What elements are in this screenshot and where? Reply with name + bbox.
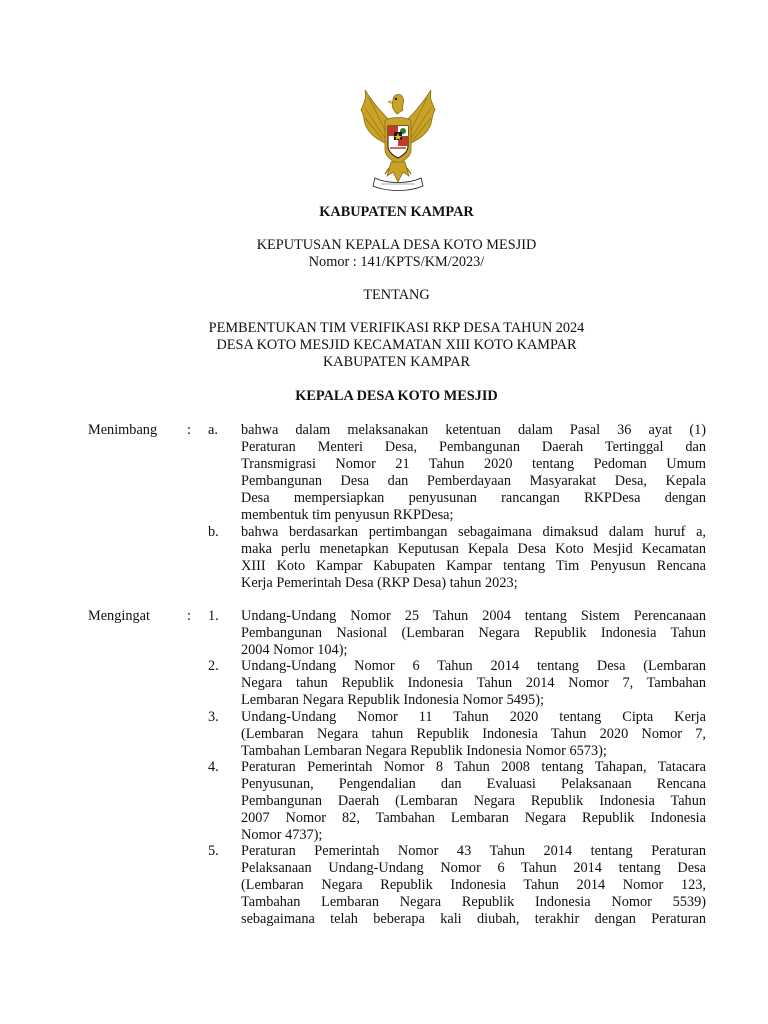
- subject-line-1: PEMBENTUKAN TIM VERIFIKASI RKP DESA TAHUN 2024: [208, 320, 585, 336]
- regency-heading: KABUPATEN KAMPAR: [319, 204, 474, 220]
- text-line: Pembangunan Nasional (Lembaran Negara Republik Indonesia Tahun: [241, 625, 706, 641]
- menimbang-colon: :: [187, 422, 191, 438]
- text-line: 2004 Nomor 104);: [241, 642, 348, 658]
- text-line: Undang-Undang Nomor 11 Tahun 2020 tentang Cipta Kerja: [241, 709, 706, 725]
- text-line: Undang-Undang Nomor 25 Tahun 2004 tentang Sistem Perencanaan: [241, 608, 706, 624]
- mengingat-item-3: [241, 709, 706, 760]
- menimbang-item-b: [241, 524, 706, 592]
- text-line: Nomor 4737);: [241, 827, 323, 843]
- text-line: maka perlu menetapkan Keputusan Kepala Desa Koto Mesjid Kecamatan: [241, 541, 706, 557]
- menimbang-item-a: [241, 422, 706, 524]
- text-line: Peraturan Pemerintah Nomor 8 Tahun 2008 tentang Tahapan, Tatacara: [241, 759, 706, 775]
- text-line: (Lembaran Negara Republik Indonesia Tahun 2014 Nomor 123,: [241, 877, 706, 893]
- text-line: sebagaimana telah beberapa kali diubah, terakhir dengan Peraturan: [241, 911, 706, 927]
- mengingat-marker-2: 2.: [208, 658, 219, 674]
- mengingat-item-4: [241, 759, 706, 844]
- mengingat-item-2: [241, 658, 706, 709]
- text-line: 2007 Nomor 82, Tambahan Lembaran Negara Republik Indonesia: [241, 810, 706, 826]
- decree-number: Nomor : 141/KPTS/KM/2023/: [308, 254, 485, 270]
- subject-line-3: KABUPATEN KAMPAR: [322, 354, 471, 370]
- mengingat-marker-5: 5.: [208, 843, 219, 859]
- mengingat-label: Mengingat: [88, 608, 150, 624]
- mengingat-marker-1: 1.: [208, 608, 219, 624]
- text-line: Tambahan Lembaran Negara Republik Indonesia Nomor 5539): [241, 894, 706, 910]
- mengingat-marker-4: 4.: [208, 759, 219, 775]
- decree-title: KEPUTUSAN KEPALA DESA KOTO MESJID: [256, 237, 537, 253]
- mengingat-item-1: [241, 608, 706, 659]
- text-line: Peraturan Pemerintah Nomor 43 Tahun 2014 tentang Peraturan: [241, 843, 706, 859]
- text-line: Penyusunan, Pengendalian dan Evaluasi Pelaksanaan Rencana: [241, 776, 706, 792]
- text-line: (Lembaran Negara tahun Republik Indonesia Tahun 2020 Nomor 7,: [241, 726, 706, 742]
- text-line: Pembangunan Desa dan Pemberdayaan Masyarakat Desa, Kepala: [241, 473, 706, 489]
- text-line: XIII Koto Kampar Kabupaten Kampar tentang Tim Penyusun Rencana: [241, 558, 706, 574]
- text-line: Pembangunan Daerah (Lembaran Negara Republik Indonesia Tahun: [241, 793, 706, 809]
- text-line: bahwa dalam melaksanakan ketentuan dalam Pasal 36 ayat (1): [241, 422, 706, 438]
- text-line: Kerja Pemerintah Desa (RKP Desa) tahun 2023;: [241, 575, 518, 591]
- text-line: Undang-Undang Nomor 6 Tahun 2014 tentang Desa (Lembaran: [241, 658, 706, 674]
- text-line: membentuk tim penyusun RKPDesa;: [241, 507, 454, 523]
- menimbang-label: Menimbang: [88, 422, 158, 438]
- issuer-heading: KEPALA DESA KOTO MESJID: [295, 388, 498, 404]
- about-label: TENTANG: [363, 287, 430, 303]
- subject-line-2: DESA KOTO MESJID KECAMATAN XIII KOTO KAMPAR: [216, 337, 577, 353]
- text-line: Desa mempersiapkan penyusunan rancangan RKPDesa dengan: [241, 490, 706, 506]
- text-line: bahwa berdasarkan pertimbangan sebagaimana dimaksud dalam huruf a,: [241, 524, 706, 540]
- text-line: Negara tahun Republik Indonesia Tahun 2014 Nomor 7, Tambahan: [241, 675, 706, 691]
- mengingat-item-5: [241, 843, 706, 928]
- mengingat-colon: :: [187, 608, 191, 624]
- text-line: Peraturan Menteri Desa, Pembangunan Daerah Tertinggal dan: [241, 439, 706, 455]
- text-line: Tambahan Lembaran Negara Republik Indonesia Nomor 6573);: [241, 743, 607, 759]
- mengingat-marker-3: 3.: [208, 709, 219, 725]
- garuda-pancasila-emblem-icon: [357, 86, 439, 194]
- text-line: Transmigrasi Nomor 21 Tahun 2020 tentang Pedoman Umum: [241, 456, 706, 472]
- text-line: Pelaksanaan Undang-Undang Nomor 6 Tahun 2014 tentang Desa: [241, 860, 706, 876]
- menimbang-marker-b: b.: [208, 524, 219, 540]
- menimbang-marker-a: a.: [208, 422, 218, 438]
- text-line: Lembaran Negara Republik Indonesia Nomor 5495);: [241, 692, 544, 708]
